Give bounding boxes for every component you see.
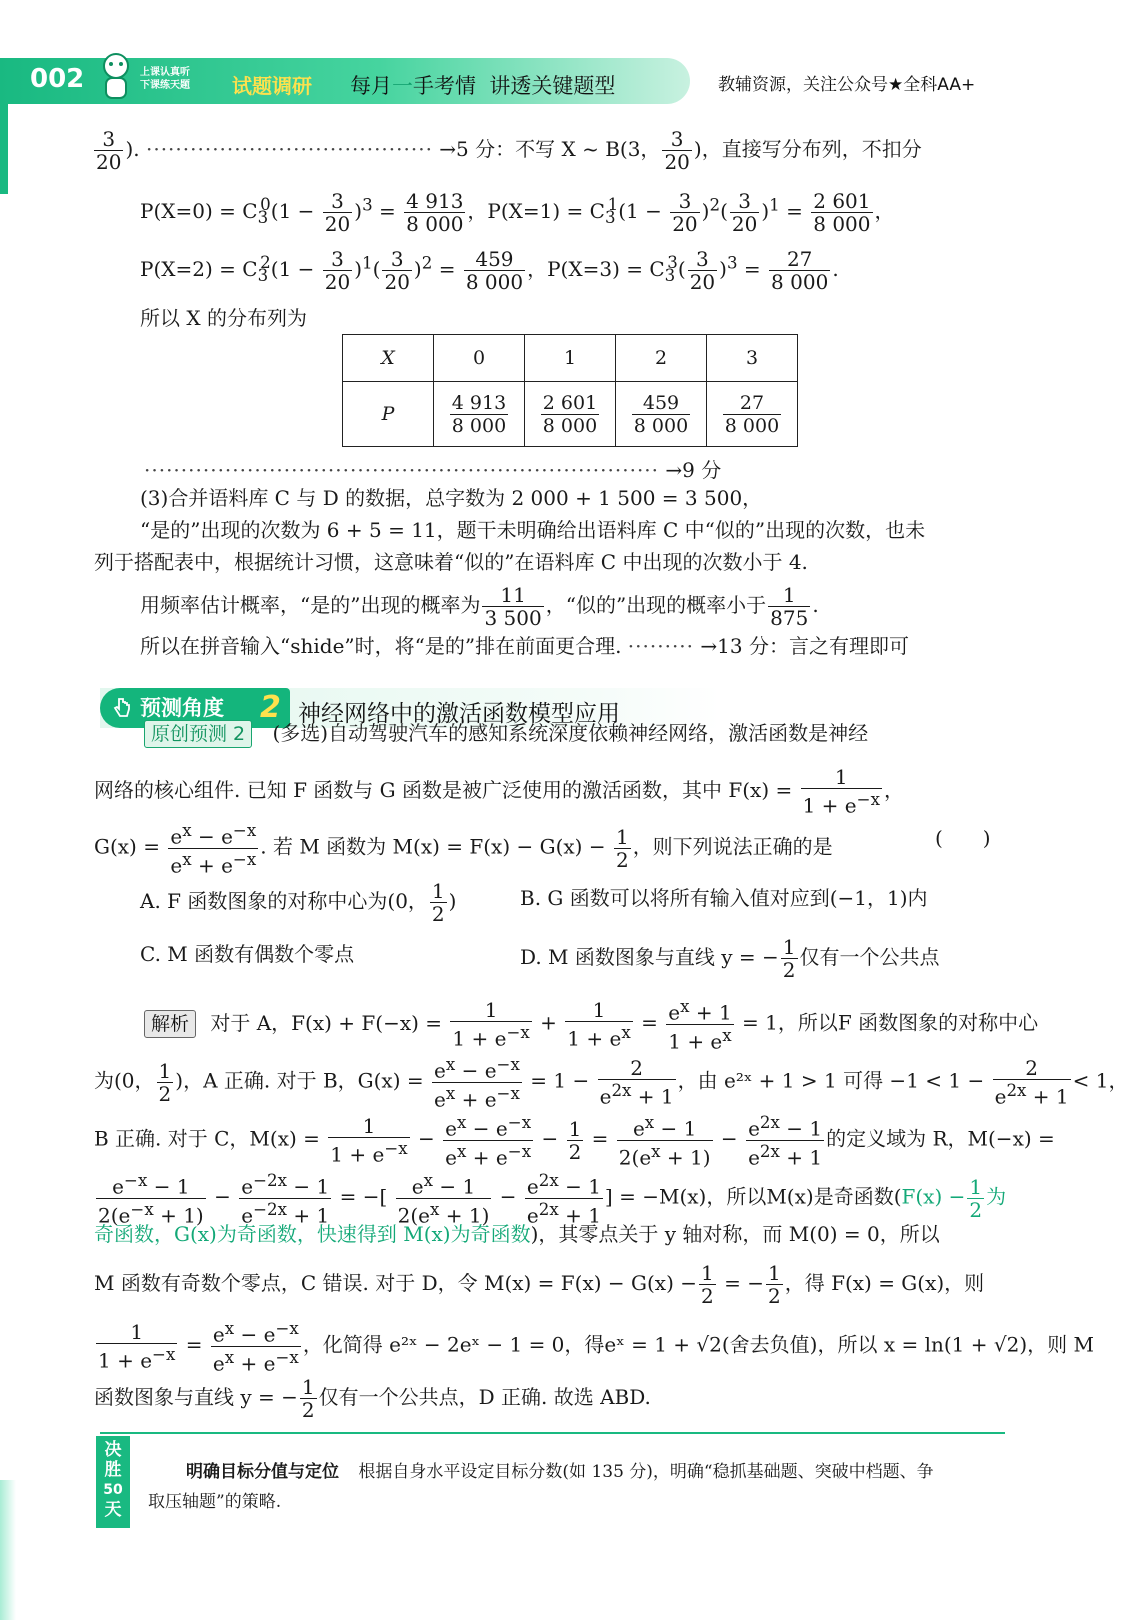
part3-line-5: 所以在拼音输入“shide”时，将“是的”排在前面更合理. ········· →13 分：言之有理即可 <box>140 634 909 658</box>
table-cell: 2 <box>616 335 707 382</box>
p1-value: $\frac{2 601}{8 000}$ <box>813 189 871 236</box>
slogan-line-1: 上课认真听 <box>140 67 190 78</box>
score-5-note: →5 分：不写 X ~ B(3， <box>439 137 661 161</box>
question-line-2: 网络的核心组件. 已知 F 函数与 G 函数是被广泛使用的激活函数，其中 F(x) = $\frac{1}{1 + e^{-x}}$ ， <box>94 765 904 818</box>
original-prediction-label: 原创预测 2 <box>144 720 252 748</box>
bottom-left-decoration <box>0 1480 16 1620</box>
part3-line-1: (3)合并语料库 C 与 D 的数据，总字数为 2 000 + 1 500 = 3 500， <box>140 486 763 510</box>
solution-green-note: 奇函数，G(x)为奇函数，快速得到 M(x)为奇函数 <box>94 1222 531 1246</box>
slogan <box>140 66 190 92</box>
table-cell: $\frac{4 913}{8 000}$ <box>434 382 525 447</box>
footer-tip-line-1: 明确目标分值与定位 根据自身水平设定目标分数(如 135 分)，明确“稳抓基础题、突破中档题、争 <box>186 1462 934 1482</box>
part3-line-4: 用频率估计概率，“是的”出现的概率为 $\frac{11}{3 500}$ ，“似的”出现的概率小于 $\frac{1}{875}$ . <box>140 583 819 630</box>
table-cell: $\frac{2 601}{8 000}$ <box>525 382 616 447</box>
solution-line-2: 为(0， $\frac{1}{2}$ )，A 正确. 对于 B，G(x) = $\frac{e^x - e^{-x}}{e^x + e^{-x}}$ = 1 − $\frac{2}{e^{2x} + 1}$ ，由 e²ˣ + 1 > 1 可得 −1 < 1 − $\frac{2}{e^{2x} + 1}$ < 1， <box>94 1055 1128 1112</box>
page-number: 002 <box>30 64 85 94</box>
table-cell: $\frac{27}{8 000}$ <box>707 382 798 447</box>
header-subtitle: 每月一手考情 讲透关键题型 <box>350 74 616 98</box>
mascot-icon <box>96 50 136 102</box>
table-cell: 0 <box>434 335 525 382</box>
footer-divider <box>100 1432 1005 1434</box>
section2-title: 神经网络中的激活函数模型应用 <box>298 701 620 727</box>
prob-line-2: $P(X=2) = C_3^2(1$ − $\frac{3}{20}$ )$^1$( $\frac{3}{20}$ )$^2$ = $\frac{459}{8 000}$ ，$P(X=3) = C_3^3$( $\frac{3}{20}$ )$^3$ = $\frac{27}{8 000}$ . <box>140 247 839 294</box>
tip-title: 明确目标分值与定位 <box>186 1462 339 1482</box>
answer-paren: ( ) <box>935 826 991 850</box>
solution-line-8: 函数图象与直线 y = − $\frac{1}{2}$ 仅有一个公共点，D 正确. 故选 ABD. <box>94 1375 651 1422</box>
score-9-note: →9 分 <box>665 458 722 482</box>
section-title: 试题调研 <box>232 74 312 98</box>
solution-line-3: B 正确. 对于 C，M(x) = $\frac{1}{1 + e^{-x}}$ − $\frac{e^x - e^{-x}}{e^x + e^{-x}}$ − $\frac{1}{2}$ = $\frac{e^x - 1}{2(e^x + 1)}$ − $\frac{e^{2x} - 1}{e^{2x} + 1}$ 的定义域为 R，M(−x) = <box>94 1113 1055 1170</box>
table-header-p: P <box>343 382 434 447</box>
question-line-3: G(x) = $\frac{e^x - e^{-x}}{e^x + e^{-x}}$ . 若 M 函数为 M(x) = F(x) − G(x) − $\frac{1}{2}$ ，则下列说法正确的是 <box>94 821 833 878</box>
score-9-line: ······································································ →9 分 <box>144 458 722 482</box>
table-cell: $\frac{459}{8 000}$ <box>616 382 707 447</box>
fraction: $\frac{3}{20}$ <box>96 127 122 174</box>
pointer-hand-icon <box>110 696 134 720</box>
distribution-table <box>342 334 798 447</box>
part3-line-2: “是的”出现的次数为 6 + 5 = 11，题干未明确给出语料库 C 中“似的”出现的次数，也未 <box>140 518 926 542</box>
table-cell: 1 <box>525 335 616 382</box>
left-edge-stripe <box>0 104 8 194</box>
solution-label: 解析 <box>144 1010 196 1038</box>
solution-line-4: $\frac{e^{-x} - 1}{2(e^{-x} + 1)}$ − $\frac{e^{-2x} - 1}{e^{-2x} + 1}$ = −[ $\frac{e^x - 1}{2(e^x + 1)}$ − $\frac{e^{2x} - 1}{e^{2x} + 1}$ ] = −M(x)，所以M(x)是奇函数(F(x) − $\frac{1}{2}$ 为 <box>98 1171 1007 1228</box>
option-d: D. M 函数图象与直线 y = − $\frac{1}{2}$ 仅有一个公共点 <box>520 935 940 982</box>
option-c: C. M 函数有偶数个零点 <box>140 942 355 966</box>
side-tab: 决 胜 50 天 <box>96 1436 130 1528</box>
option-a: A. F 函数图象的对称中心为(0， $\frac{1}{2}$ ) <box>140 879 457 926</box>
line-3-20-tail: $\frac{3}{20}$ ). ······································· →5 分：不写 X ~ B(3， $\frac{3}{20}$ )，直接写分布列，不扣分 <box>96 127 922 174</box>
part3-line-3: 列于搭配表中，根据统计习惯，这意味着“似的”在语料库 C 中出现的次数小于 4. <box>94 550 808 574</box>
question-line-1: 原创预测 2 (多选)自动驾驶汽车的感知系统深度依赖神经网络，激活函数是神经 <box>144 720 868 748</box>
p0-value: $\frac{4 913}{8 000}$ <box>406 189 464 236</box>
slogan-line-2: 下课练天题 <box>140 80 190 91</box>
table-cell: 3 <box>707 335 798 382</box>
dist-intro: 所以 X 的分布列为 <box>140 306 307 330</box>
table-header-x: X <box>343 335 434 382</box>
solution-line-7: $\frac{1}{1 + e^{-x}}$ = $\frac{e^x - e^{-x}}{e^x + e^{-x}}$ ，化简得 e²ˣ − 2eˣ − 1 = 0，得eˣ = 1 + √2(舍去负值)，所以 x = ln(1 + √2)，则 M <box>98 1319 1094 1376</box>
p2-value: $\frac{459}{8 000}$ <box>465 247 524 294</box>
solution-line-6: M 函数有奇数个零点，C 错误. 对于 D，令 M(x) = F(x) − G(x) − $\frac{1}{2}$ = − $\frac{1}{2}$ ，得 F(x) = G(x)，则 <box>94 1261 985 1308</box>
prob-line-1: $P(X=0) = C_3^0(1$ − $\frac{3}{20}$ )$^3$ = $\frac{4 913}{8 000}$ ，$P(X=1) = C_3^1(1$ − $\frac{3}{20}$ )$^2$( $\frac{3}{20}$ )$^1$ = $\frac{2 601}{8 000}$ ， <box>140 189 895 236</box>
prediction-tag: 预测角度 2 <box>100 688 290 728</box>
p3-value: $\frac{27}{8 000}$ <box>771 247 829 294</box>
header-right-note: 教辅资源，关注公众号★全科AA+ <box>718 75 976 95</box>
solution-line-1: 解析 对于 A，F(x) + F(−x) = $\frac{1}{1 + e^{-x}}$ + $\frac{1}{1 + e^x}$ = $\frac{e^x + 1}{1 + e^x}$ = 1，所以F 函数图象的对称中心 <box>144 996 1038 1052</box>
prediction-number: 2 <box>260 690 281 725</box>
solution-line-5: 奇函数，G(x)为奇函数，快速得到 M(x)为奇函数)，其零点关于 y 轴对称，而 M(0) = 0，所以 <box>94 1222 940 1246</box>
option-b: B. G 函数可以将所有输入值对应到(−1，1)内 <box>520 886 928 910</box>
score-13-note: →13 分：言之有理即可 <box>700 634 909 658</box>
footer-tip-line-2: 取压轴题”的策略. <box>148 1492 282 1512</box>
